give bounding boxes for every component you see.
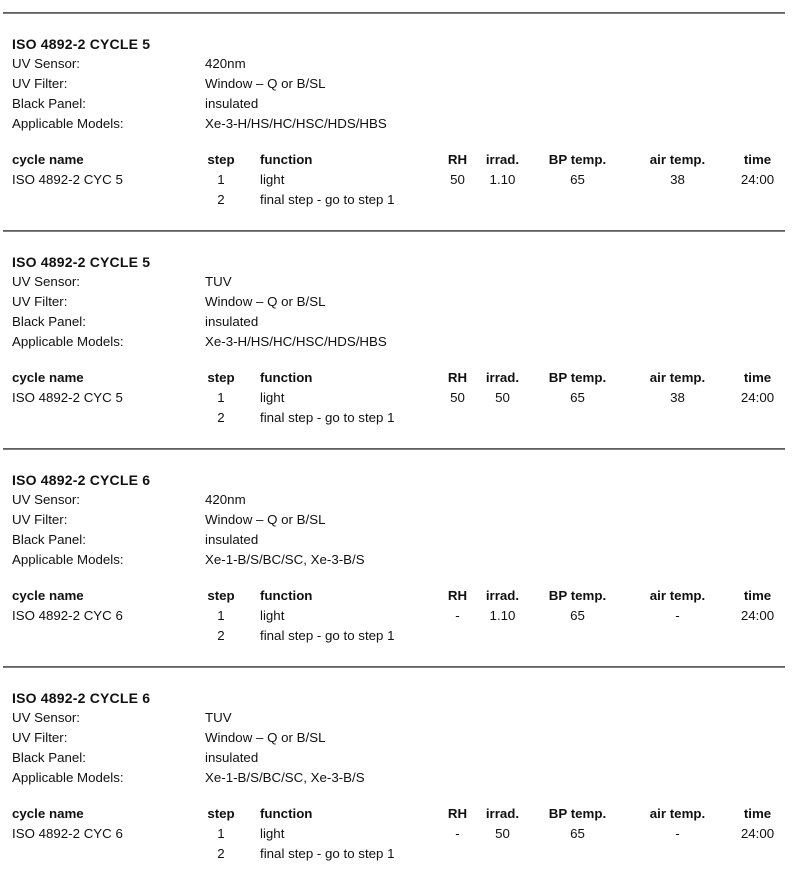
header-function: function bbox=[260, 806, 313, 821]
cell-cycle-name bbox=[12, 190, 197, 210]
cell-rh bbox=[440, 844, 475, 864]
header-air-temp: air temp. bbox=[649, 588, 706, 603]
meta-label: Applicable Models: bbox=[12, 770, 124, 785]
cell-bp-temp: 65 bbox=[570, 390, 585, 405]
meta-label: UV Filter: bbox=[12, 512, 68, 527]
meta-value: TUV bbox=[205, 274, 232, 289]
cell-rh bbox=[440, 190, 475, 210]
section-title: ISO 4892-2 CYCLE 5 bbox=[12, 254, 151, 270]
cell-step: 1 bbox=[217, 390, 225, 405]
meta-value: Window – Q or B/SL bbox=[205, 294, 326, 309]
cell-cycle-name: ISO 4892-2 CYC 6 bbox=[12, 608, 123, 623]
meta-row bbox=[12, 490, 800, 510]
cell-step: 2 bbox=[217, 192, 225, 207]
cell-cycle-name: ISO 4892-2 CYC 5 bbox=[12, 390, 123, 405]
meta-value: Window – Q or B/SL bbox=[205, 76, 326, 91]
meta-row bbox=[12, 768, 800, 788]
header-time: time bbox=[743, 370, 772, 385]
header-irrad: irrad. bbox=[485, 806, 520, 821]
header-step: step bbox=[207, 588, 235, 603]
cell-time bbox=[730, 844, 785, 864]
header-function: function bbox=[260, 370, 313, 385]
header-bp-temp: BP temp. bbox=[548, 588, 607, 603]
cycle-section-4 bbox=[0, 666, 800, 880]
meta-label: Black Panel: bbox=[12, 96, 86, 111]
meta-value: TUV bbox=[205, 710, 232, 725]
header-irrad: irrad. bbox=[485, 588, 520, 603]
cell-air-temp bbox=[625, 844, 730, 864]
meta-label: Black Panel: bbox=[12, 532, 86, 547]
cell-step: 1 bbox=[217, 608, 225, 623]
cycle-section-1 bbox=[0, 12, 800, 230]
section-title: ISO 4892-2 CYCLE 5 bbox=[12, 36, 151, 52]
meta-value: 420nm bbox=[205, 56, 246, 71]
header-time: time bbox=[743, 588, 772, 603]
cell-rh: 50 bbox=[450, 172, 465, 187]
section-meta bbox=[12, 54, 800, 134]
meta-row bbox=[12, 312, 800, 332]
meta-row bbox=[12, 54, 800, 74]
meta-value: Xe-1-B/S/BC/SC, Xe-3-B/S bbox=[205, 770, 365, 785]
meta-label: UV Filter: bbox=[12, 730, 68, 745]
meta-label: UV Sensor: bbox=[12, 492, 80, 507]
meta-row bbox=[12, 708, 800, 728]
cell-irrad bbox=[475, 844, 530, 864]
meta-label: UV Sensor: bbox=[12, 274, 80, 289]
cell-bp-temp: 65 bbox=[570, 608, 585, 623]
cycle-table bbox=[12, 368, 800, 428]
meta-label: Black Panel: bbox=[12, 750, 86, 765]
header-rh: RH bbox=[447, 370, 468, 385]
cell-irrad: 50 bbox=[495, 826, 510, 841]
cell-bp-temp bbox=[530, 408, 625, 428]
meta-value: insulated bbox=[205, 96, 259, 111]
meta-value: insulated bbox=[205, 532, 259, 547]
cell-irrad bbox=[475, 626, 530, 646]
cell-time bbox=[730, 408, 785, 428]
meta-label: UV Filter: bbox=[12, 76, 68, 91]
header-air-temp: air temp. bbox=[649, 152, 706, 167]
cell-cycle-name bbox=[12, 626, 197, 646]
meta-row bbox=[12, 728, 800, 748]
cell-function: final step - go to step 1 bbox=[260, 410, 395, 425]
cell-irrad bbox=[475, 190, 530, 210]
header-cycle-name: cycle name bbox=[12, 806, 84, 821]
cell-function: light bbox=[260, 608, 285, 623]
table-row bbox=[12, 408, 800, 428]
meta-value: Xe-3-H/HS/HC/HSC/HDS/HBS bbox=[205, 334, 387, 349]
cell-time: 24:00 bbox=[740, 390, 775, 405]
meta-row bbox=[12, 332, 800, 352]
cell-time bbox=[730, 626, 785, 646]
meta-value: Xe-1-B/S/BC/SC, Xe-3-B/S bbox=[205, 552, 365, 567]
section-title: ISO 4892-2 CYCLE 6 bbox=[12, 472, 151, 488]
table-header-row bbox=[12, 804, 800, 824]
meta-row bbox=[12, 550, 800, 570]
cell-step: 2 bbox=[217, 846, 225, 861]
cell-time bbox=[730, 190, 785, 210]
cell-rh bbox=[440, 626, 475, 646]
cell-step: 2 bbox=[217, 628, 225, 643]
header-cycle-name: cycle name bbox=[12, 370, 84, 385]
meta-value: 420nm bbox=[205, 492, 246, 507]
cell-time: 24:00 bbox=[740, 826, 775, 841]
cycle-table bbox=[12, 150, 800, 210]
table-header-row bbox=[12, 368, 800, 388]
section-meta bbox=[12, 272, 800, 352]
header-rh: RH bbox=[447, 588, 468, 603]
cell-cycle-name: ISO 4892-2 CYC 5 bbox=[12, 172, 123, 187]
cell-bp-temp bbox=[530, 626, 625, 646]
cycle-section-3 bbox=[0, 448, 800, 666]
meta-row bbox=[12, 510, 800, 530]
header-rh: RH bbox=[447, 152, 468, 167]
cell-irrad: 1.10 bbox=[489, 172, 516, 187]
header-step: step bbox=[207, 152, 235, 167]
cell-bp-temp bbox=[530, 844, 625, 864]
cell-air-temp: 38 bbox=[670, 172, 685, 187]
header-step: step bbox=[207, 806, 235, 821]
cell-time: 24:00 bbox=[740, 608, 775, 623]
table-row bbox=[12, 170, 800, 190]
header-bp-temp: BP temp. bbox=[548, 152, 607, 167]
meta-label: Black Panel: bbox=[12, 314, 86, 329]
cell-function: light bbox=[260, 172, 285, 187]
cycle-table bbox=[12, 586, 800, 646]
cell-time: 24:00 bbox=[740, 172, 775, 187]
meta-row bbox=[12, 272, 800, 292]
meta-value: insulated bbox=[205, 314, 259, 329]
header-cycle-name: cycle name bbox=[12, 152, 84, 167]
cell-irrad: 50 bbox=[495, 390, 510, 405]
cell-step: 2 bbox=[217, 410, 225, 425]
cell-function: light bbox=[260, 826, 285, 841]
meta-row bbox=[12, 94, 800, 114]
cell-irrad bbox=[475, 408, 530, 428]
cycle-table bbox=[12, 804, 800, 864]
cell-air-temp bbox=[625, 408, 730, 428]
section-meta bbox=[12, 490, 800, 570]
cell-rh: - bbox=[455, 608, 460, 623]
table-row bbox=[12, 626, 800, 646]
header-time: time bbox=[743, 152, 772, 167]
table-header-row bbox=[12, 586, 800, 606]
cycle-section-2 bbox=[0, 230, 800, 448]
meta-value: Xe-3-H/HS/HC/HSC/HDS/HBS bbox=[205, 116, 387, 131]
cell-cycle-name bbox=[12, 844, 197, 864]
header-step: step bbox=[207, 370, 235, 385]
header-rh: RH bbox=[447, 806, 468, 821]
header-time: time bbox=[743, 806, 772, 821]
meta-row bbox=[12, 530, 800, 550]
meta-value: Window – Q or B/SL bbox=[205, 512, 326, 527]
section-title: ISO 4892-2 CYCLE 6 bbox=[12, 690, 151, 706]
meta-row bbox=[12, 748, 800, 768]
cell-cycle-name bbox=[12, 408, 197, 428]
header-function: function bbox=[260, 152, 313, 167]
meta-label: UV Sensor: bbox=[12, 710, 80, 725]
header-bp-temp: BP temp. bbox=[548, 370, 607, 385]
meta-label: UV Sensor: bbox=[12, 56, 80, 71]
cell-air-temp: 38 bbox=[670, 390, 685, 405]
header-irrad: irrad. bbox=[485, 152, 520, 167]
meta-label: UV Filter: bbox=[12, 294, 68, 309]
header-irrad: irrad. bbox=[485, 370, 520, 385]
meta-label: Applicable Models: bbox=[12, 334, 124, 349]
meta-row bbox=[12, 114, 800, 134]
cell-air-temp bbox=[625, 190, 730, 210]
cell-step: 1 bbox=[217, 172, 225, 187]
section-meta bbox=[12, 708, 800, 788]
cell-function: final step - go to step 1 bbox=[260, 628, 395, 643]
cell-air-temp: - bbox=[675, 826, 680, 841]
meta-label: Applicable Models: bbox=[12, 552, 124, 567]
meta-value: insulated bbox=[205, 750, 259, 765]
cell-bp-temp: 65 bbox=[570, 172, 585, 187]
header-bp-temp: BP temp. bbox=[548, 806, 607, 821]
cell-step: 1 bbox=[217, 826, 225, 841]
table-row bbox=[12, 190, 800, 210]
header-air-temp: air temp. bbox=[649, 370, 706, 385]
meta-label: Applicable Models: bbox=[12, 116, 124, 131]
cell-air-temp: - bbox=[675, 608, 680, 623]
header-function: function bbox=[260, 588, 313, 603]
table-header-row bbox=[12, 150, 800, 170]
cell-rh bbox=[440, 408, 475, 428]
cell-function: final step - go to step 1 bbox=[260, 846, 395, 861]
meta-value: Window – Q or B/SL bbox=[205, 730, 326, 745]
header-cycle-name: cycle name bbox=[12, 588, 84, 603]
table-row bbox=[12, 606, 800, 626]
meta-row bbox=[12, 292, 800, 312]
cell-irrad: 1.10 bbox=[489, 608, 516, 623]
cell-function: final step - go to step 1 bbox=[260, 192, 395, 207]
cell-air-temp bbox=[625, 626, 730, 646]
meta-row bbox=[12, 74, 800, 94]
cell-rh: 50 bbox=[450, 390, 465, 405]
cell-function: light bbox=[260, 390, 285, 405]
table-row bbox=[12, 844, 800, 864]
table-row bbox=[12, 824, 800, 844]
cell-bp-temp bbox=[530, 190, 625, 210]
header-air-temp: air temp. bbox=[649, 806, 706, 821]
cell-rh: - bbox=[455, 826, 460, 841]
cell-cycle-name: ISO 4892-2 CYC 6 bbox=[12, 826, 123, 841]
cell-bp-temp: 65 bbox=[570, 826, 585, 841]
table-row bbox=[12, 388, 800, 408]
